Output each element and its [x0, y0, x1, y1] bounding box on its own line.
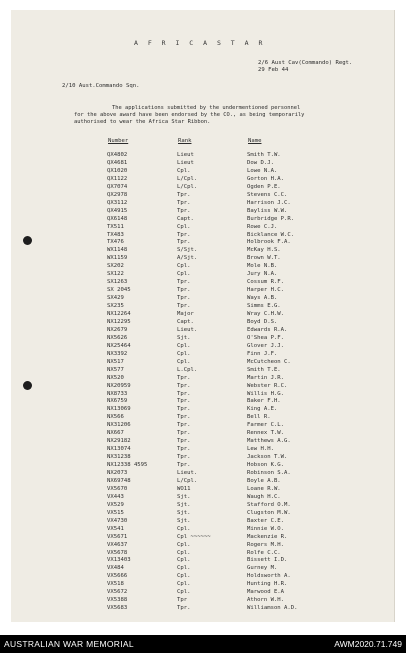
name: McKay H.S. [247, 247, 281, 254]
rank: Tpr. [177, 303, 191, 310]
service-number: QX2978 [107, 191, 128, 198]
name: Clugston M.W. [247, 509, 291, 516]
rank: Lieut [177, 159, 194, 166]
list-item [0, 572, 406, 580]
paragraph-line-3: authorised to wear the Africa Star Ribbon. [74, 119, 211, 125]
name: Hobson K.G. [247, 462, 285, 469]
name: Simms E.G. [247, 303, 281, 310]
rank: Tpr. [177, 374, 191, 381]
list-item [0, 517, 406, 525]
service-number: VX5678 [107, 549, 128, 556]
service-number: NX517 [107, 358, 124, 365]
name: Rolfe C.C. [247, 549, 281, 556]
list-item [0, 302, 406, 310]
name: Willis H.G. [247, 390, 285, 397]
rank: Sjt. [177, 501, 191, 508]
rank: Tpr. [177, 430, 191, 437]
list-item [0, 254, 406, 262]
list-item [0, 397, 406, 405]
rank: Tpr. [177, 406, 191, 413]
list-item [0, 421, 406, 429]
column-header-number: Number [108, 138, 129, 144]
rank: Tpr. [177, 398, 191, 405]
date-line: 29 Feb 44 [258, 67, 289, 73]
list-item [0, 390, 406, 398]
name: Lew H.H. [247, 446, 274, 453]
service-number: VX518 [107, 581, 124, 588]
rank: Tpr. [177, 191, 191, 198]
name: Minnie W.O. [247, 525, 285, 532]
service-number: TX511 [107, 223, 124, 230]
service-number: VX4637 [107, 541, 128, 548]
name: Waugh H.C. [247, 493, 281, 500]
name: Jury N.A. [247, 271, 278, 278]
rank: Tpr. [177, 295, 191, 302]
service-number: VX541 [107, 525, 124, 532]
service-number: SX122 [107, 271, 124, 278]
list-item [0, 501, 406, 509]
service-number: NX12295 [107, 318, 131, 325]
name: Brown W.T. [247, 255, 281, 262]
unit-line: 2/6 Aust Cav(Commando) Regt. [258, 60, 353, 66]
service-number: SX429 [107, 295, 124, 302]
name: Loane R.W. [247, 485, 281, 492]
name: Edwards R.A. [247, 326, 288, 333]
name: Smith T.E. [247, 366, 281, 373]
service-number: VX4730 [107, 517, 128, 524]
list-item [0, 334, 406, 342]
list-item [0, 294, 406, 302]
rank: Cpl. [177, 557, 191, 564]
service-number: WX1159 [107, 255, 128, 262]
list-item [0, 374, 406, 382]
rank: Lieut [177, 152, 194, 158]
service-number: NX20959 [107, 382, 131, 389]
name: Holdsworth A. [247, 573, 291, 580]
rank: Cpl. [177, 581, 191, 588]
list-item [0, 525, 406, 533]
name: Stevens C.C. [247, 191, 288, 198]
name: Baxter C.E. [247, 517, 285, 524]
name: Gurney M. [247, 565, 278, 572]
name: O'Shea P.F. [247, 334, 285, 341]
rank: Lieut. [177, 326, 198, 333]
service-number: NX667 [107, 430, 124, 437]
rank: Tpr [177, 597, 188, 604]
footer-source: AUSTRALIAN WAR MEMORIAL [4, 639, 134, 649]
list-item [0, 556, 406, 564]
rank: Cpl. [177, 271, 191, 278]
rank: Tpr. [177, 199, 191, 206]
list-item [0, 429, 406, 437]
list-item [0, 437, 406, 445]
service-number: QX4802 [107, 152, 128, 158]
service-number: NX25464 [107, 342, 131, 349]
rank: Cpl. [177, 549, 191, 556]
service-number: NX8733 [107, 390, 128, 397]
list-item [0, 215, 406, 223]
list-item [0, 318, 406, 326]
list-item [0, 588, 406, 596]
name: Bell R. [247, 414, 271, 421]
service-number: VX5388 [107, 597, 128, 604]
service-number: VX443 [107, 493, 124, 500]
list-item [0, 151, 406, 159]
column-header-rank: Rank [178, 138, 192, 144]
list-item [0, 223, 406, 231]
service-number: QX4681 [107, 159, 128, 166]
name: Ogden P.E. [247, 183, 281, 190]
service-number: NX31206 [107, 422, 131, 429]
service-number: SX 2045 [107, 287, 131, 294]
service-number: WX1148 [107, 247, 128, 254]
rank: Cpl. [177, 573, 191, 580]
document-title: A F R I C A S T A R [134, 39, 266, 47]
name: Rowe C.J. [247, 223, 278, 230]
rank: S/Sjt. [177, 247, 198, 254]
list-item [0, 549, 406, 557]
list-item [0, 358, 406, 366]
name: Webster R.C. [247, 382, 288, 389]
rank: Tpr. [177, 446, 191, 453]
list-item [0, 310, 406, 318]
service-number: VX529 [107, 501, 124, 508]
list-item [0, 366, 406, 374]
footer-bar [0, 635, 406, 653]
rank: L.Cpl. [177, 366, 198, 373]
list-item [0, 231, 406, 239]
list-item [0, 453, 406, 461]
name: Wray C.H.W. [247, 311, 285, 317]
rank: Cpl. [177, 541, 191, 548]
service-number: NX5626 [107, 334, 128, 341]
list-item [0, 580, 406, 588]
rank: L/Cpl. [177, 175, 198, 182]
service-number: NX13074 [107, 446, 131, 453]
list-item [0, 350, 406, 358]
list-item [0, 207, 406, 215]
rank: Sjt. [177, 493, 191, 500]
list-item [0, 270, 406, 278]
list-item [0, 604, 406, 612]
rank: Cpl. [177, 525, 191, 532]
paragraph-line-1: The applications submitted by the undermentioned personnel [112, 105, 301, 111]
paragraph-line-2: for the above award have been endorsed by the CO., as being temporarily [74, 112, 305, 118]
rank: Tpr. [177, 207, 191, 214]
name: Holbrook F.A. [247, 239, 291, 246]
rank: Cpl. [177, 167, 191, 174]
rank: Tpr. [177, 231, 191, 238]
name: Glover J.J. [247, 342, 285, 349]
service-number: NX2073 [107, 470, 128, 476]
rank: Cpl. [177, 565, 191, 572]
name: Marwood E.A [247, 589, 285, 596]
name: Ways A.B. [247, 295, 278, 302]
rank: Cpl. [177, 342, 191, 349]
list-item [0, 262, 406, 270]
service-number: NX13069 [107, 406, 131, 413]
name: Farmer C.L. [247, 422, 285, 429]
rank: Sjt. [177, 509, 191, 516]
list-item [0, 382, 406, 390]
list-item [0, 278, 406, 286]
rank: Cpl. [177, 358, 191, 365]
service-number: NX6759 [107, 398, 128, 405]
rank: Cpl. [177, 263, 191, 270]
service-number: NX12338 4595 [107, 462, 148, 469]
name: Mole N.B. [247, 263, 278, 270]
list-item [0, 564, 406, 572]
rank: Tpr. [177, 239, 191, 246]
rank: L/Cpl. [177, 477, 198, 484]
rank: Tpr. [177, 390, 191, 397]
list-item [0, 477, 406, 485]
list-item [0, 326, 406, 334]
rank: Tpr. [177, 382, 191, 389]
service-number: VX5671 [107, 533, 128, 540]
rank: Tpr. [177, 462, 191, 469]
name: McCutcheon C. [247, 358, 291, 365]
service-number: NX3392 [107, 350, 128, 357]
list-item [0, 175, 406, 183]
service-number: SX1263 [107, 279, 128, 286]
name: Stafford O.M. [247, 501, 291, 508]
list-item [0, 469, 406, 477]
service-number: QX3112 [107, 199, 128, 206]
name: Dow D.J. [247, 159, 274, 166]
rank: A/Sjt. [177, 255, 198, 262]
list-item [0, 445, 406, 453]
service-number: QX1020 [107, 167, 128, 174]
rank: Tpr. [177, 438, 191, 445]
rank: Tpr. [177, 279, 191, 286]
name: Baker F.H. [247, 398, 281, 405]
list-item [0, 246, 406, 254]
service-number: VX5683 [107, 605, 128, 612]
service-number: QX6148 [107, 215, 128, 222]
service-number: NX577 [107, 366, 124, 373]
list-item [0, 286, 406, 294]
name: Cossum R.F. [247, 279, 285, 286]
name: Boyle A.B. [247, 477, 281, 484]
list-item [0, 461, 406, 469]
rank: Tpr. [177, 605, 191, 612]
name: Robinson S.A. [247, 470, 291, 476]
name: Mackenzie R. [247, 533, 288, 540]
list-item [0, 191, 406, 199]
rank: Lieut. [177, 470, 198, 476]
list-item [0, 199, 406, 207]
rank: Major [177, 311, 194, 317]
rank: Capt. [177, 318, 194, 325]
service-number: TX483 [107, 231, 124, 238]
service-number: QX7074 [107, 183, 128, 190]
service-number: SX235 [107, 303, 124, 310]
service-number: VX5670 [107, 485, 128, 492]
list-item [0, 159, 406, 167]
rank: WO11 [177, 485, 191, 492]
list-item [0, 509, 406, 517]
addressee: 2/10 Aust.Commando Sqn. [62, 83, 140, 89]
name: Williamson A.D. [247, 605, 298, 612]
name: Jackson T.W. [247, 454, 288, 461]
list-item [0, 167, 406, 175]
name: Boyd D.S. [247, 318, 278, 325]
name: Gorton H.A. [247, 175, 285, 182]
list-item [0, 485, 406, 493]
service-number: VX515 [107, 509, 124, 516]
name: Smith T.W. [247, 152, 281, 158]
list-item [0, 541, 406, 549]
rank: Cpl. [177, 223, 191, 230]
rank: Cpl. [177, 589, 191, 596]
list-item [0, 183, 406, 191]
rank: Capt. [177, 215, 194, 222]
rank: Sjt. [177, 334, 191, 341]
service-number: NX31238 [107, 454, 131, 461]
service-number: VX5666 [107, 573, 128, 580]
name: Matthews A.G. [247, 438, 291, 445]
list-item [0, 405, 406, 413]
service-number: VX484 [107, 565, 124, 572]
name: Bissett I.D. [247, 557, 288, 564]
name: Rennex T.W. [247, 430, 285, 437]
column-header-name: Name [248, 138, 262, 144]
service-number: VX13403 [107, 557, 131, 564]
name: Lowe N.A. [247, 167, 278, 174]
list-item [0, 238, 406, 246]
service-number: NX29182 [107, 438, 131, 445]
name: Burbridge P.R. [247, 215, 295, 222]
service-number: NX520 [107, 374, 124, 381]
name: King A.E. [247, 406, 278, 413]
list-item [0, 533, 406, 541]
rank: Cpl ~~~~~~ [177, 533, 211, 540]
rank: Tpr. [177, 454, 191, 461]
list-item [0, 342, 406, 350]
list-item [0, 413, 406, 421]
name: Bicklance W.C. [247, 231, 295, 238]
service-number: NX2679 [107, 326, 128, 333]
rank: Cpl. [177, 350, 191, 357]
name: Bayliss W.W. [247, 207, 288, 214]
name: Athorn W.H. [247, 597, 285, 604]
service-number: NX12264 [107, 311, 131, 317]
service-number: NX566 [107, 414, 124, 421]
name: Rogers M.H. [247, 541, 285, 548]
rank: Tpr. [177, 287, 191, 294]
rank: Sjt. [177, 517, 191, 524]
rank: L/Cpl. [177, 183, 198, 190]
service-number: SX202 [107, 263, 124, 270]
service-number: QX4915 [107, 207, 128, 214]
name: Finn J.F. [247, 350, 278, 357]
service-number: NX69748 [107, 477, 131, 484]
rank: Tpr. [177, 422, 191, 429]
service-number: QX1122 [107, 175, 128, 182]
list-item [0, 493, 406, 501]
name: Hunting H.R. [247, 581, 288, 588]
name: Harrison J.C. [247, 199, 291, 206]
service-number: TX476 [107, 239, 124, 246]
footer-accession-number: AWM2020.71.749 [334, 639, 402, 649]
service-number: VX5672 [107, 589, 128, 596]
rank: Tpr. [177, 414, 191, 421]
name: Martin J.R. [247, 374, 285, 381]
name: Harper H.C. [247, 287, 285, 294]
list-item [0, 596, 406, 604]
